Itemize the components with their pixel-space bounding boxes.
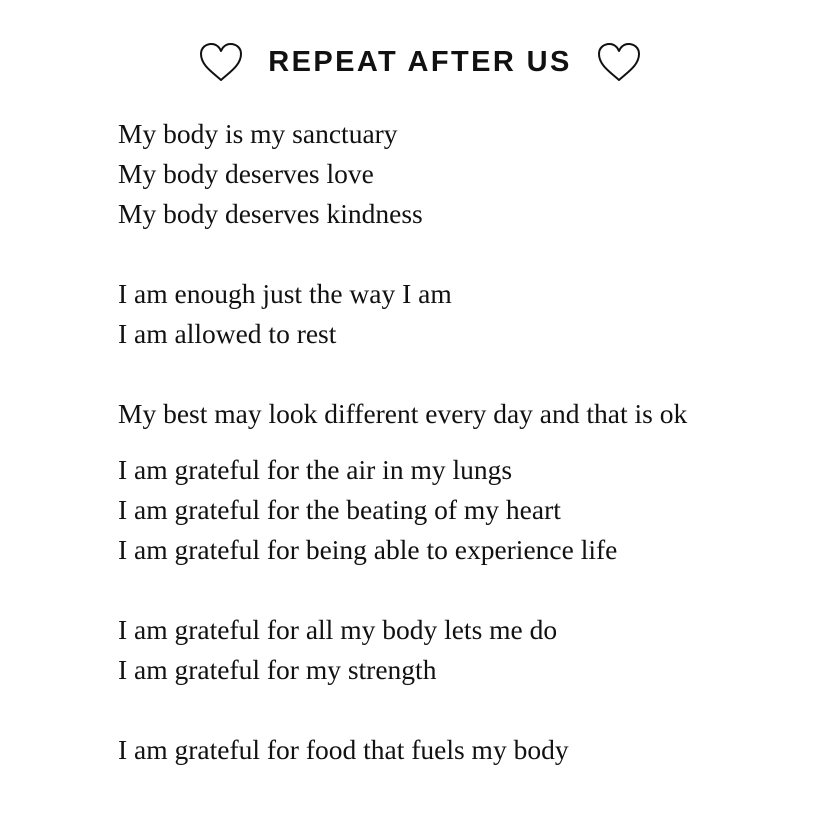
stanza-body-love xyxy=(118,114,818,234)
affirmation-line: My body is my sanctuary xyxy=(118,118,398,149)
stanza-grateful-life xyxy=(118,450,818,570)
affirmation-line: I am grateful for the beating of my heart xyxy=(118,494,561,525)
header xyxy=(0,38,840,86)
affirmation-line: My best may look different every day and that is ok xyxy=(118,398,688,429)
stanza-grateful-strength xyxy=(118,610,818,690)
affirmation-line: I am grateful for food that fuels my body xyxy=(118,734,569,765)
affirmation-line: My body deserves kindness xyxy=(118,198,423,229)
stanza-enough xyxy=(118,274,818,354)
affirmation-line: I am grateful for my strength xyxy=(118,654,437,685)
heart-outline-icon xyxy=(596,41,642,83)
affirmation-line: I am grateful for being able to experience life xyxy=(118,534,618,565)
page-title: REPEAT AFTER US xyxy=(268,45,572,78)
affirmations-body xyxy=(118,114,818,810)
affirmation-line: I am allowed to rest xyxy=(118,318,337,349)
affirmation-line: I am grateful for all my body lets me do xyxy=(118,614,558,645)
affirmation-line: My body deserves love xyxy=(118,158,374,189)
stanza-best xyxy=(118,394,818,434)
stanza-grateful-food xyxy=(118,730,818,770)
affirmation-line: I am enough just the way I am xyxy=(118,278,452,309)
affirmation-line: I am grateful for the air in my lungs xyxy=(118,454,513,485)
heart-outline-icon xyxy=(198,41,244,83)
